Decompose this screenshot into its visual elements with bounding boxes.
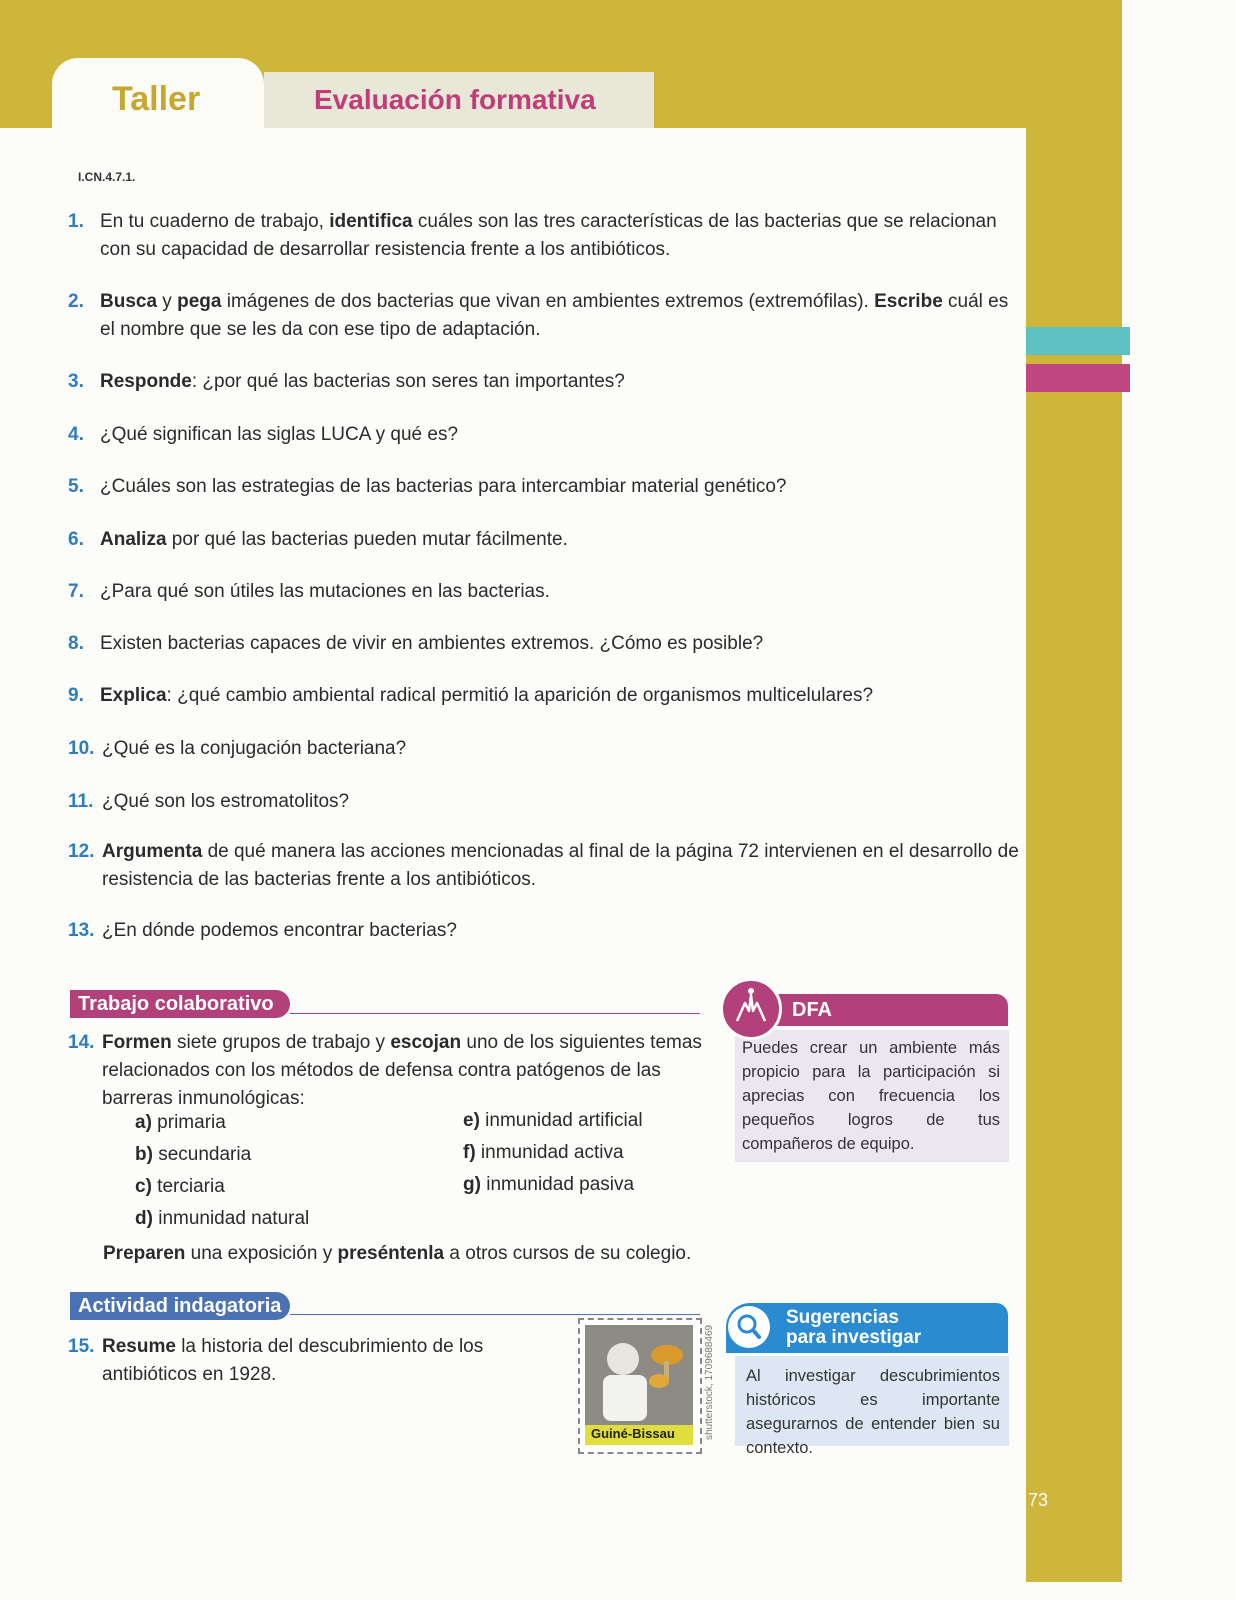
option-item: e) inmunidad artificial	[463, 1110, 643, 1131]
question-number: 8.	[68, 633, 84, 654]
question-number: 12.	[68, 841, 95, 862]
postage-stamp-image	[578, 1318, 702, 1454]
question-text: Existen bacterias capaces de vivir en ambientes extremos. ¿Cómo es posible?	[100, 633, 764, 654]
question-number: 3.	[68, 371, 84, 392]
option-item: c) terciaria	[135, 1176, 225, 1197]
question-number: 4.	[68, 424, 84, 445]
question-3	[68, 368, 1028, 396]
question-text: Explica: ¿qué cambio ambiental radical permitió la aparición de organismos multicelulares?	[100, 685, 874, 706]
question-text: Resume la historia del descubrimiento de los antibióticos en 1928.	[102, 1336, 484, 1385]
sugerencias-title: Sugerencias para investigar	[786, 1307, 922, 1348]
question-number: 10.	[68, 738, 95, 759]
question-14	[68, 1029, 708, 1113]
actividad-divider	[290, 1314, 700, 1315]
question-number: 6.	[68, 529, 84, 550]
stamp-country-label: Guiné-Bissau	[585, 1425, 693, 1445]
question-number: 1.	[68, 211, 84, 232]
image-credit: shutterstock, 1709688469	[704, 1324, 715, 1440]
hands-circle-icon	[720, 978, 782, 1040]
stamp-illustration	[585, 1325, 693, 1425]
question-number: 11.	[68, 791, 94, 812]
option-item: b) secundaria	[135, 1144, 252, 1165]
question-text: Busca y pega imágenes de dos bacterias que vivan en ambientes extremos (extremófilas). Escribe cuál es el nombre que se les da con ese tipo de adaptación.	[100, 291, 1009, 340]
question-15	[68, 1333, 558, 1389]
question-1	[68, 208, 1028, 264]
question-text: ¿Qué son los estromatolitos?	[102, 791, 350, 812]
question-number: 7.	[68, 581, 84, 602]
sugerencias-text: Al investigar descubrimientos históricos es importante asegurarnos de entender bien su contexto.	[746, 1367, 1000, 1457]
question-text: ¿Qué significan las siglas LUCA y qué es?	[100, 424, 459, 445]
search-icon	[728, 1306, 770, 1348]
edge-marker-teal	[1026, 327, 1130, 355]
question-number: 14.	[68, 1032, 95, 1053]
page-number: 73	[1028, 1490, 1049, 1510]
question-7	[68, 578, 1028, 606]
side-band	[1026, 0, 1122, 1582]
option-item: a) primaria	[135, 1112, 226, 1133]
question-text: ¿En dónde podemos encontrar bacterias?	[102, 920, 457, 941]
question-text: ¿Cuáles son las estrategias de las bacterias para intercambiar material genético?	[100, 476, 787, 497]
stamp-portrait	[585, 1325, 693, 1445]
question-text: Argumenta de qué manera las acciones mencionadas al final de la página 72 intervienen en el desarrollo de resistencia de las bacterias frente a los antibióticos.	[102, 841, 1019, 890]
question-6	[68, 526, 1028, 554]
trabajo-colaborativo-label: Trabajo colaborativo	[78, 993, 274, 1015]
question-text: ¿Qué es la conjugación bacteriana?	[102, 738, 407, 759]
question-text: ¿Para qué son útiles las mutaciones en las bacterias.	[100, 581, 550, 602]
question-5	[68, 473, 1028, 501]
actividad-indagatoria-heading	[70, 1292, 290, 1320]
question-8	[68, 630, 1028, 658]
option-item: f) inmunidad activa	[463, 1142, 624, 1163]
question-number: 2.	[68, 291, 84, 312]
trabajo-colaborativo-heading	[70, 990, 290, 1018]
question-text: En tu cuaderno de trabajo, identifica cuáles son las tres características de las bacterias que se relacionan con su capacidad de desarrollar resistencia frente a los antibióticos.	[100, 211, 997, 260]
question-text: Responde: ¿por qué las bacterias son seres tan importantes?	[100, 371, 625, 392]
trabajo-divider	[290, 1013, 700, 1014]
dfa-title: DFA	[792, 999, 832, 1021]
question-10	[68, 735, 1028, 763]
curriculum-code: I.CN.4.7.1.	[78, 170, 136, 184]
actividad-indagatoria-label: Actividad indagatoria	[78, 1295, 282, 1317]
question-number: 5.	[68, 476, 84, 497]
option-item: d) inmunidad natural	[135, 1208, 310, 1229]
question-4	[68, 421, 1028, 449]
edge-marker-pink	[1026, 364, 1130, 392]
taller-tab-label: Taller	[112, 80, 201, 118]
question-13	[68, 917, 1028, 945]
closing-text: Preparen una exposición y preséntenla a otros cursos de su colegio.	[103, 1243, 692, 1264]
dfa-text: Puedes crear un ambiente más propicio para la participación si aprecias con frecuencia los pequeños logros de tus compañeros de equipo.	[742, 1039, 1000, 1153]
question-text: Analiza por qué las bacterias pueden mutar fácilmente.	[100, 529, 568, 550]
question-number: 15.	[68, 1336, 95, 1357]
question-number: 9.	[68, 685, 84, 706]
question-text: Formen siete grupos de trabajo y escojan uno de los siguientes temas relacionados con los métodos de defensa contra patógenos de las barreras inmunológicas:	[102, 1032, 702, 1109]
question-12	[68, 838, 1028, 894]
option-item: g) inmunidad pasiva	[463, 1174, 635, 1195]
section-title: Evaluación formativa	[314, 84, 596, 115]
question-number: 13.	[68, 920, 95, 941]
section-title-tab	[264, 72, 654, 128]
question-9	[68, 682, 1028, 710]
question-2	[68, 288, 1028, 344]
question-11	[68, 788, 1028, 816]
trabajo-closing	[103, 1240, 743, 1268]
taller-tab	[52, 58, 264, 140]
